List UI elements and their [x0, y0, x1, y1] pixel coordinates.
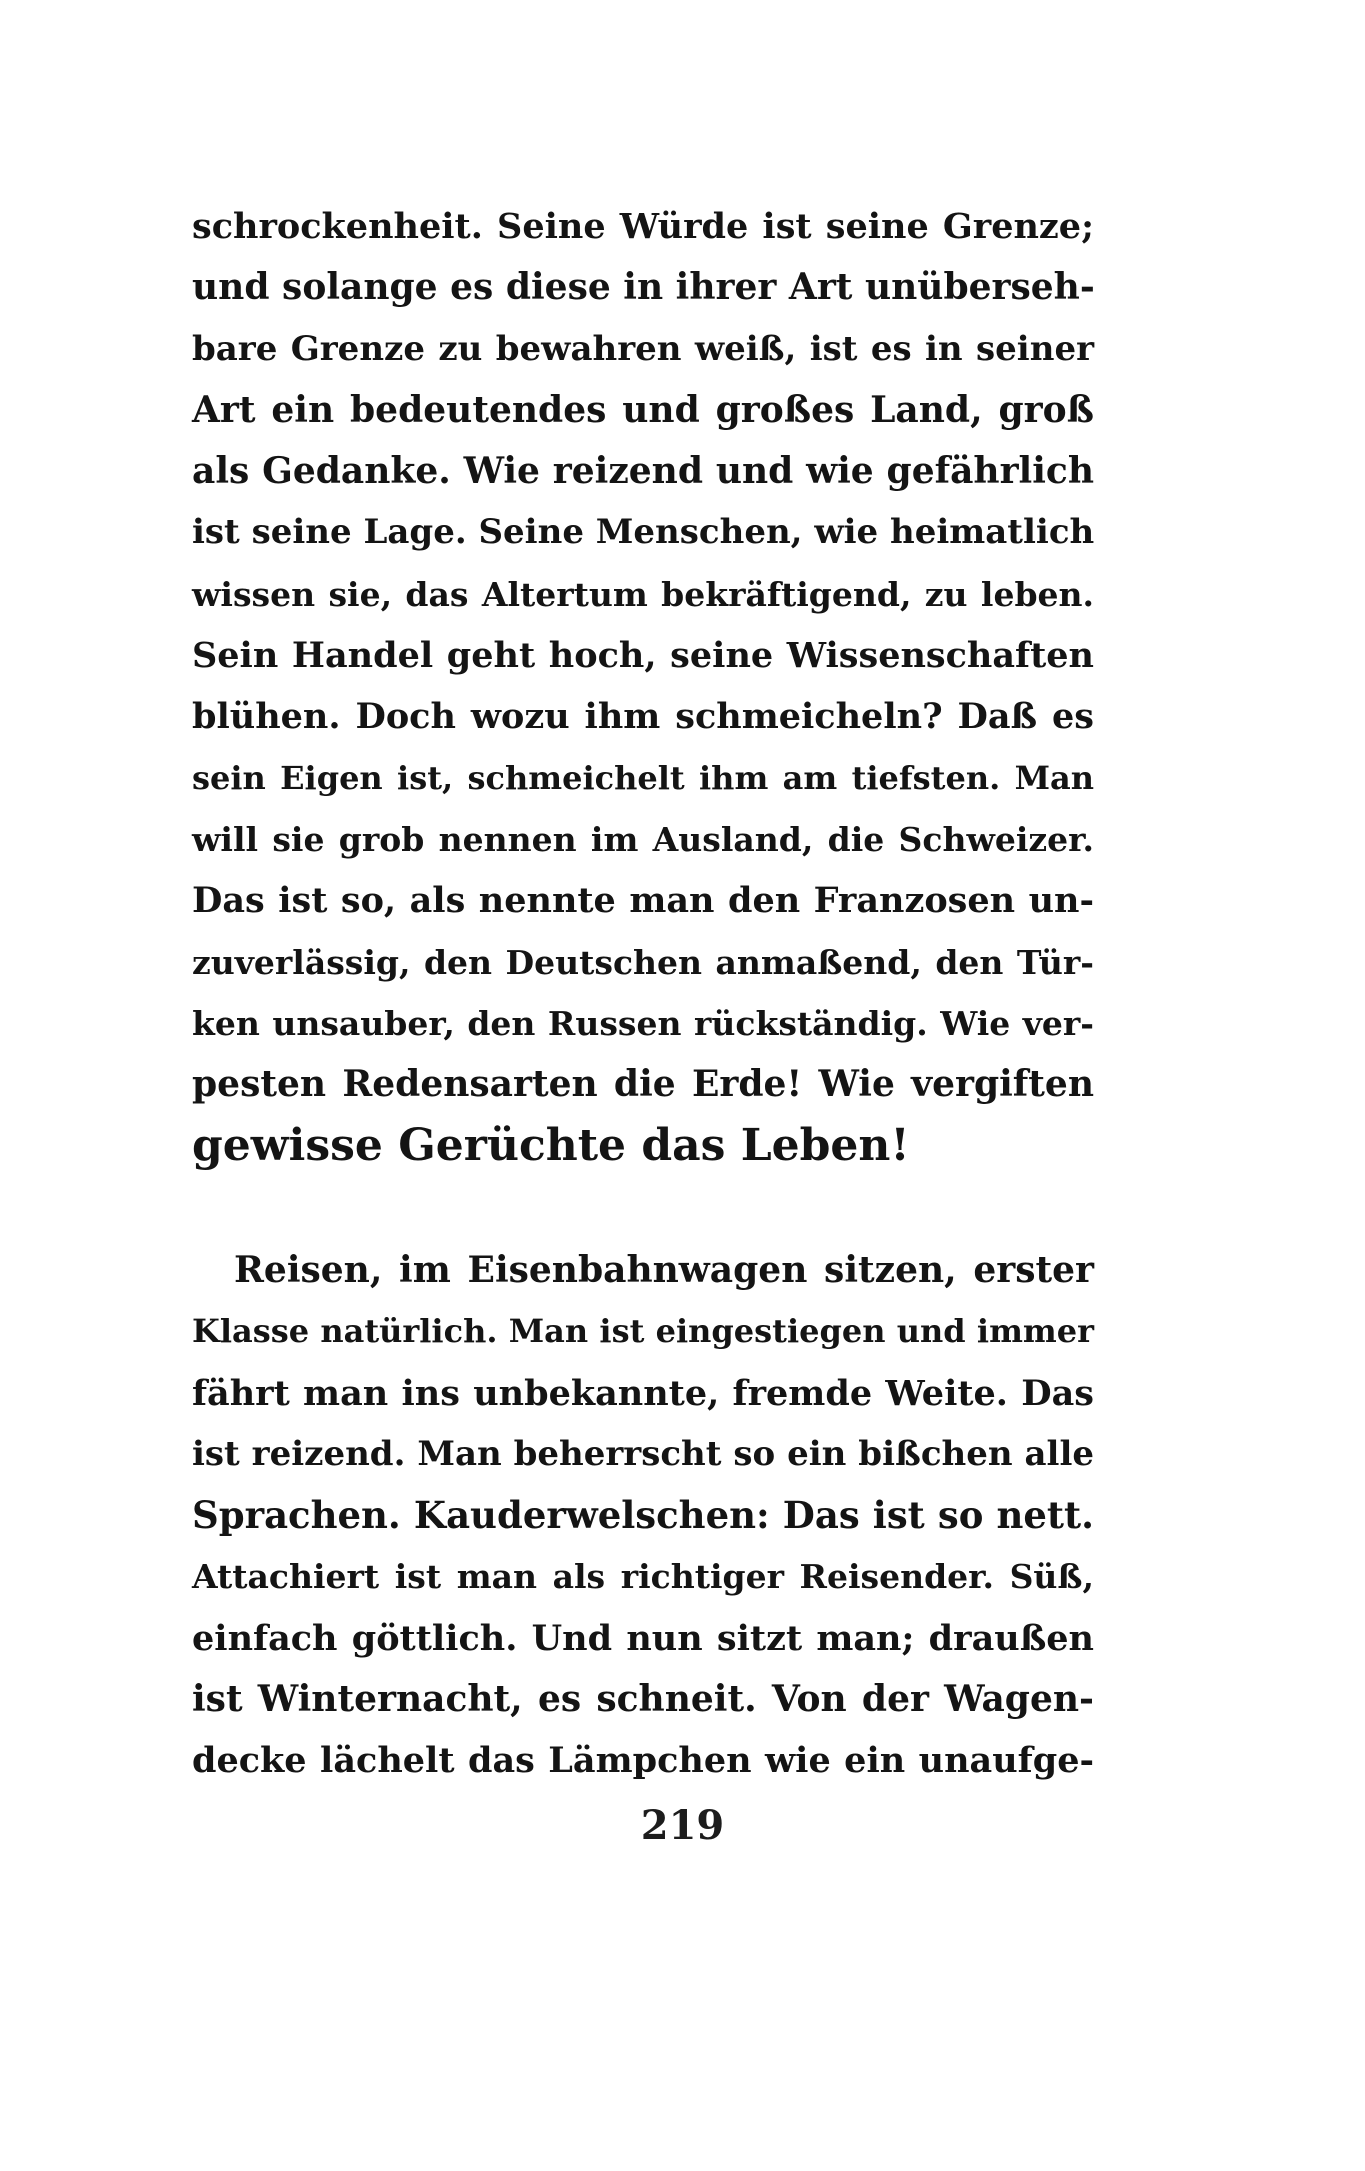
text-line: Sprachen. Kauderwelschen: Das ist so nett. — [192, 1493, 1094, 1538]
text-line: zuverlässig, den Deutschen anmaßend, den Tür- — [192, 942, 1094, 982]
text-line: Das ist so, als nennte man den Franzosen un- — [192, 880, 1094, 922]
text-line: Art ein bedeutendes und großes Land, groß — [192, 388, 1094, 431]
text-line: bare Grenze zu bewahren weiß, ist es in seiner — [192, 328, 1094, 369]
paragraph-1 — [192, 196, 1094, 1177]
paragraph-2 — [192, 1240, 1094, 1792]
text-line: blühen. Doch wozu ihm schmeicheln? Daß es — [192, 696, 1094, 738]
text-line: pesten Redensarten die Erde! Wie vergiften — [192, 1063, 1094, 1106]
text-line: fährt man ins unbekannte, fremde Weite. Das — [192, 1372, 1094, 1414]
text-line: wissen sie, das Altertum bekräftigend, zu leben. — [192, 574, 1094, 614]
text-line: Klasse natürlich. Man ist eingestiegen und immer — [192, 1312, 1094, 1351]
text-line: ist reizend. Man beherrscht so ein bißchen alle — [192, 1433, 1094, 1474]
text-line: schrockenheit. Seine Würde ist seine Grenze; — [192, 206, 1094, 247]
text-line: sein Eigen ist, schmeichelt ihm am tiefsten. Man — [192, 758, 1094, 797]
text-line: Sein Handel geht hoch, seine Wissenschaften — [192, 635, 1094, 677]
text-line: will sie grob nennen im Ausland, die Schweizer. — [192, 819, 1094, 859]
text-line: ken unsauber, den Russen rückständig. Wie ver- — [192, 1003, 1094, 1043]
text-line: Attachiert ist man als richtiger Reisender. Süß, — [192, 1557, 1094, 1597]
text-line: Reisen, im Eisenbahnwagen sitzen, erster — [234, 1249, 1094, 1291]
text-line: ist Winternacht, es schneit. Von der Wagen- — [192, 1678, 1094, 1721]
text-line: ist seine Lage. Seine Menschen, wie heimatlich — [192, 512, 1095, 553]
page-number: 219 — [640, 1802, 725, 1849]
text-line: und solange es diese in ihrer Art unüberseh- — [192, 266, 1095, 309]
text-line: gewisse Gerüchte das Leben! — [192, 1120, 910, 1172]
text-line: einfach göttlich. Und nun sitzt man; draußen — [192, 1617, 1094, 1659]
text-line: als Gedanke. Wie reizend und wie gefährlich — [192, 450, 1094, 493]
text-line: decke lächelt das Lämpchen wie ein unaufge- — [192, 1740, 1094, 1782]
